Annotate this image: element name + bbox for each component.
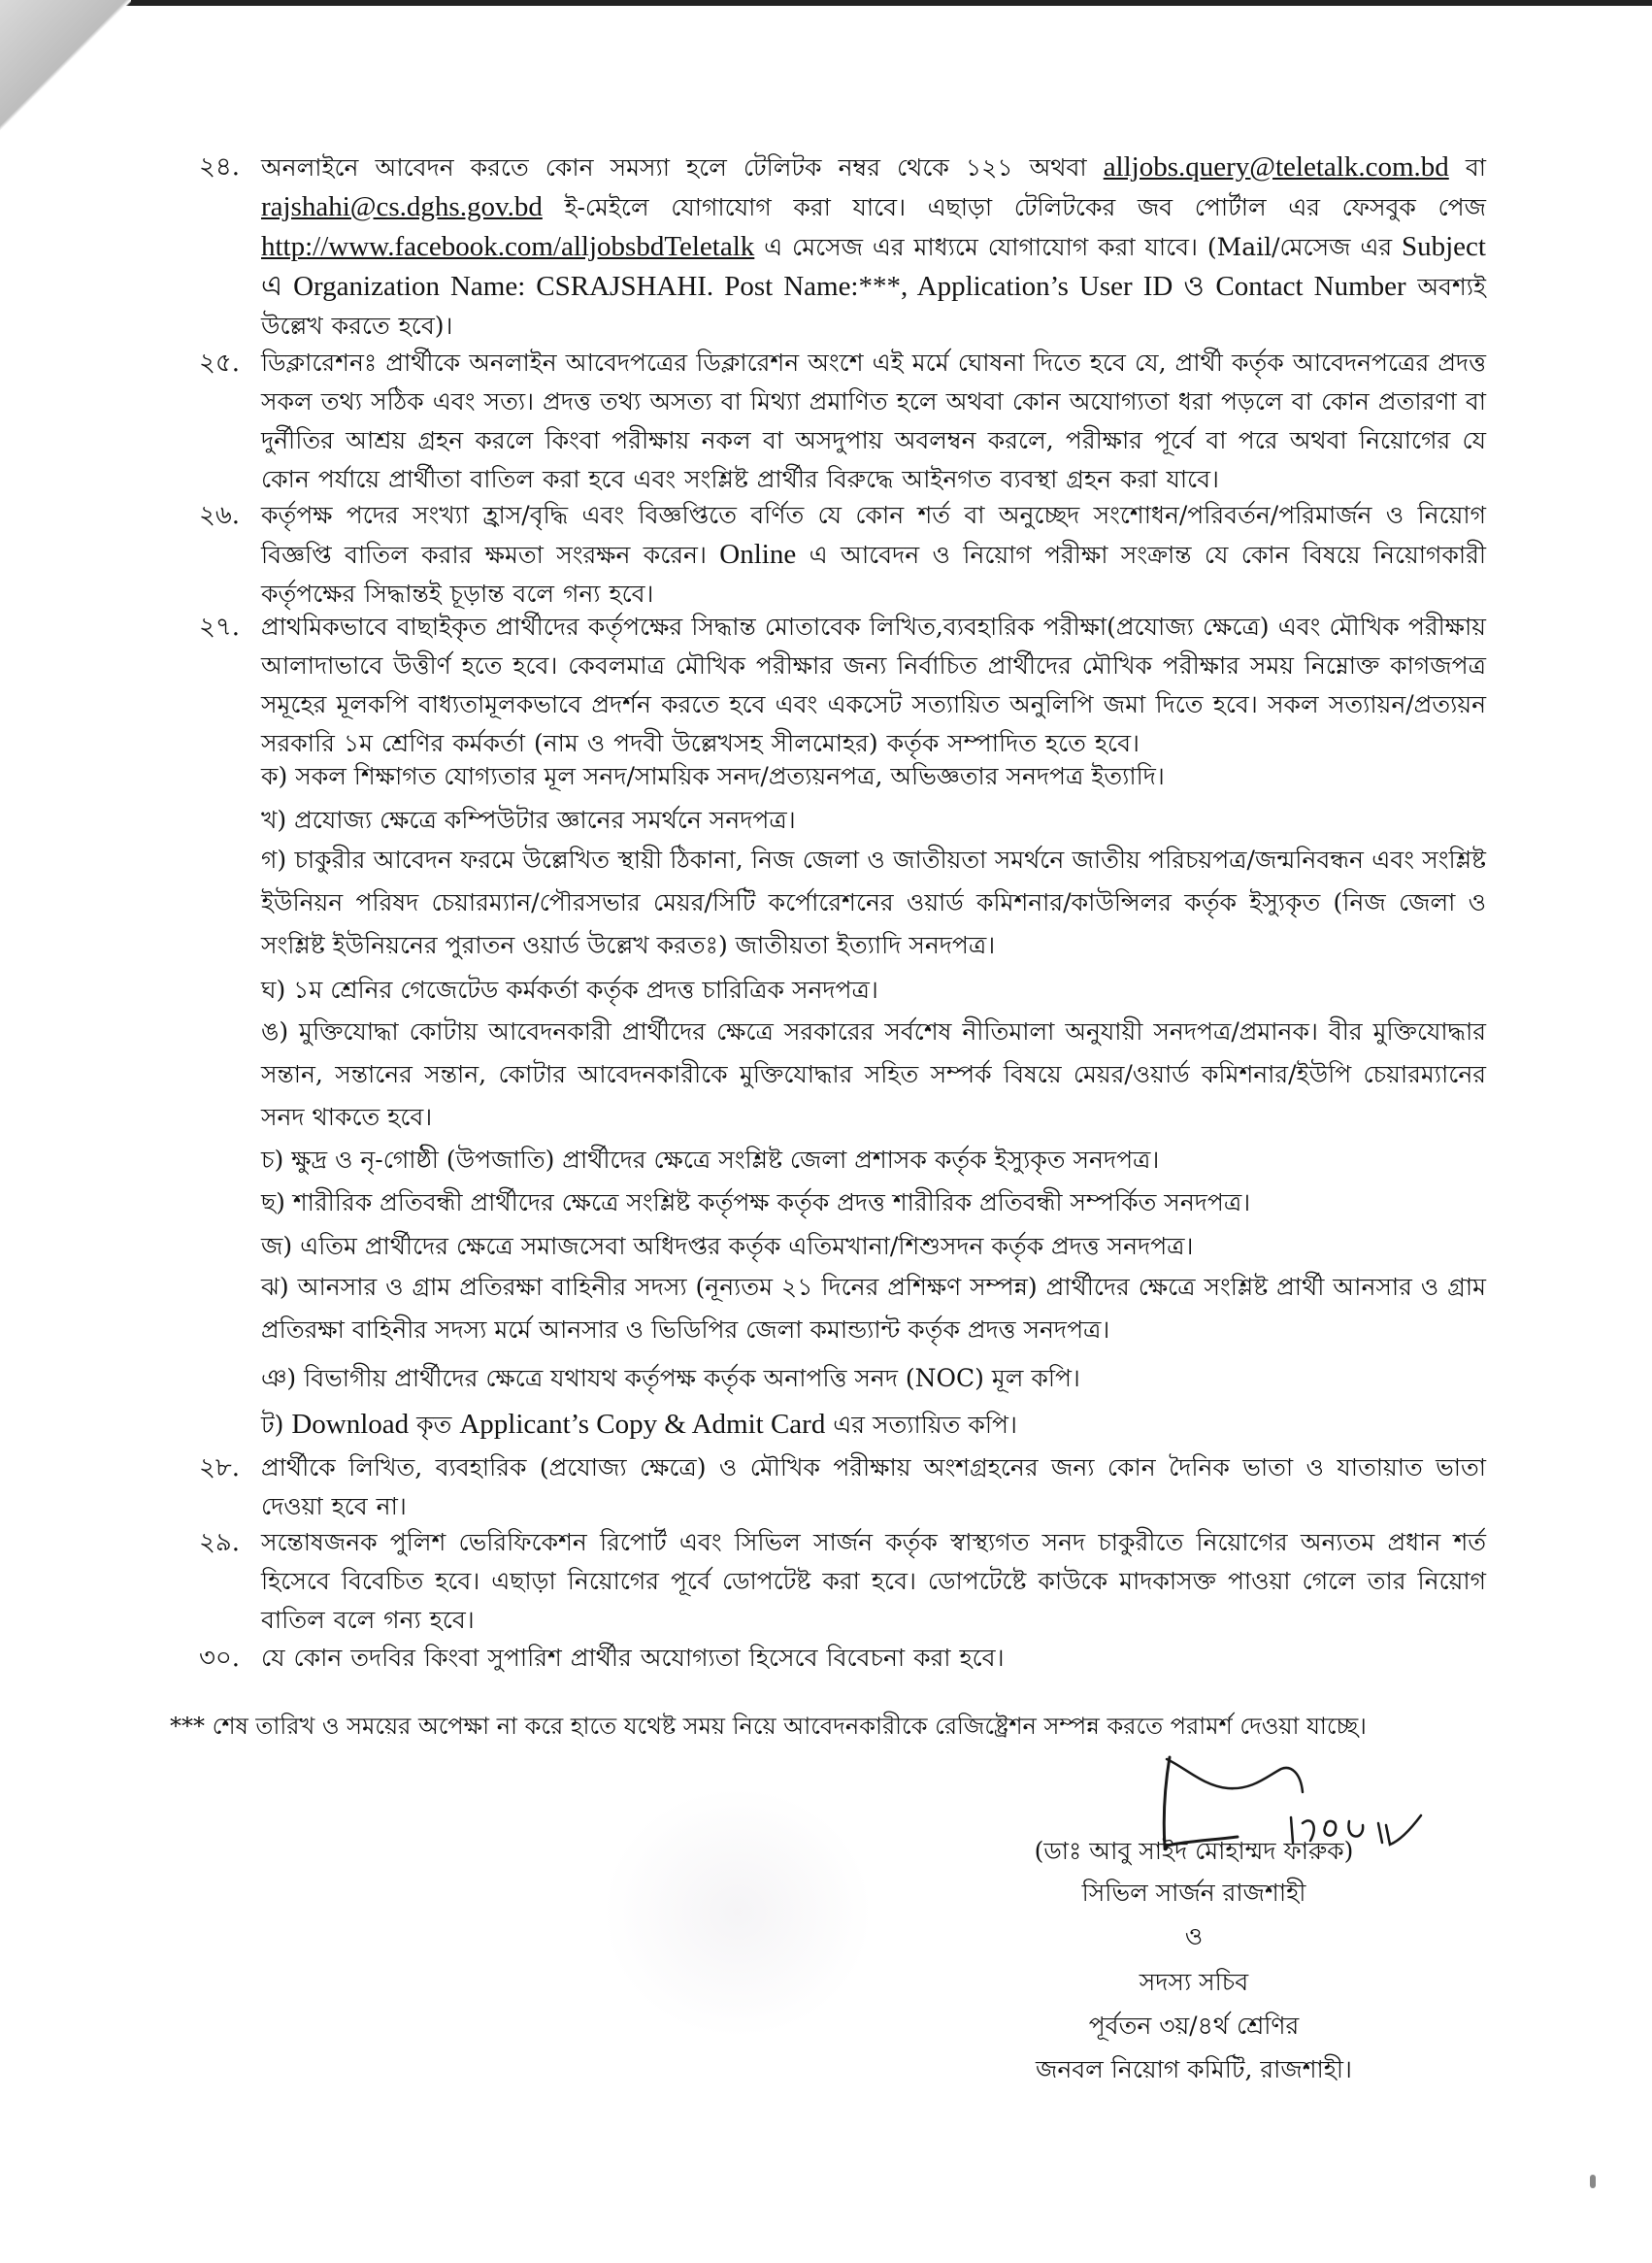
item-number: ২৮. bbox=[199, 1453, 241, 1482]
subitem-ja: জ) এতিম প্রার্থীদের ক্ষেত্রে সমাজসেবা অধিদপ্তর কর্তৃক এতিমখানা/শিশুসদন কর্তৃক প্রদত্ত সনদপত্র। bbox=[261, 1232, 1194, 1260]
item-number: ২৬. bbox=[199, 501, 241, 530]
item-number: ২৯. bbox=[199, 1528, 241, 1557]
subitem-cha: চ) ক্ষুদ্র ও নৃ-গোষ্ঠী (উপজাতি) প্রার্থীদের ক্ষেত্রে সংশ্লিষ্ট জেলা প্রশাসক কর্তৃক ইস্যুকৃত সনদপত্র। bbox=[261, 1146, 1160, 1174]
item-24 bbox=[199, 148, 1485, 347]
item-number: ৩০. bbox=[199, 1644, 241, 1673]
folded-corner bbox=[0, 0, 131, 131]
signatory-conjunction: ও bbox=[1184, 1922, 1204, 1950]
signatory-title: সিভিল সার্জন রাজশাহী bbox=[1081, 1879, 1306, 1907]
item-number: ২৪. bbox=[199, 152, 241, 182]
subitem-uma: ঙ) মুক্তিযোদ্ধা কোটায় আবেদনকারী প্রার্থীদের ক্ষেত্রে সরকারের সর্বশেষ নীতিমালা অনুযায়ী সনদপত্র/প্রমানক। বীর মুক্তিযোদ্ধার সন্তান, সন্তানের সন্তান, কোটার আবেদনকারীকে মুক্তিযোদ্ধার সহিত সম্পর্ক বিষয়ে মেয়র/ওয়ার্ড কমিশনার/ইউপি চেয়ারম্যানের সনদ থাকতে হবে। bbox=[261, 1017, 1486, 1131]
item-text: কর্তৃপক্ষ পদের সংখ্যা হ্রাস/বৃদ্ধি এবং বিজ্ঞপ্তিতে বর্ণিত যে কোন শর্ত বা অনুচ্ছেদ সংশোধন/পরিবর্তন/পরিমার্জন ও নিয়োগ বিজ্ঞপ্তি বাতিল করার ক্ষমতা সংরক্ষন করেন। Online এ আবেদন ও নিয়োগ পরীক্ষা সংক্রান্ত যে কোন বিষয়ে নিয়োগকারী কর্তৃপক্ষের সিদ্ধান্তই চূড়ান্ত বলে গন্য হবে। bbox=[261, 501, 1486, 608]
item-text: প্রাথমিকভাবে বাছাইকৃত প্রার্থীদের কর্তৃপক্ষের সিদ্ধান্ত মোতাবেক লিখিত,ব্যবহারিক পরীক্ষা(প্রযোজ্য ক্ষেত্রে) এবং মৌখিক পরীক্ষায় আলাদাভাবে উত্তীর্ণ হতে হবে। কেবলমাত্র মৌখিক পরীক্ষার জন্য নির্বাচিত প্রার্থীদের মৌখিক পরীক্ষার সময় নিম্নোক্ত কাগজপত্র সমূহের মূলকপি বাধ্যতামূলকভাবে প্রদর্শন করতে হবে এবং একসেট সত্যায়িত অনুলিপি জমা দিতে হবে। সকল সত্যায়ন/প্রত্যয়ন সরকারি ১ম শ্রেণির কর্মকর্তা (নাম ও পদবী উল্লেখসহ সীলমোহর) কর্তৃক সম্পাদিত হতে হবে। bbox=[261, 613, 1486, 757]
bleed-through-shadow bbox=[602, 1786, 874, 2039]
scan-speck bbox=[1590, 2175, 1596, 2188]
item-27 bbox=[199, 608, 1485, 763]
signatory-name: (ডাঃ আবু সাইদ মোহাম্মদ ফারুক) bbox=[1034, 1837, 1354, 1865]
item-text: ডিক্লারেশনঃ প্রার্থীকে অনলাইন আবেদপত্রের ডিক্লারেশন অংশে এই মর্মে ঘোষনা দিতে হবে যে, প্রার্থী কর্তৃক আবেদনপত্রের প্রদত্ত সকল তথ্য সঠিক এবং সত্য। প্রদত্ত তথ্য অসত্য বা মিথ্যা প্রমাণিত হলে অথবা কোন অযোগ্যতা ধরা পড়লে বা কোন প্রতারণা বা দুর্নীতির আশ্রয় গ্রহন করলে কিংবা পরীক্ষায় নকল বা অসদুপায় অবলম্বন করলে, পরীক্ষার পূর্বে বা পরে অথবা নিয়োগের যে কোন পর্যায়ে প্রার্থীতা বাতিল করা হবে এবং সংশ্লিষ্ট প্রার্থীর বিরুদ্ধে আইনগত ব্যবস্থা গ্রহন করা যাবে। bbox=[261, 349, 1486, 493]
subitem-gha: ঘ) ১ম শ্রেনির গেজেটেড কর্মকর্তা কর্তৃক প্রদত্ত চারিত্রিক সনদপত্র। bbox=[261, 976, 878, 1004]
signatory-committee-line2: জনবল নিয়োগ কমিটি, রাজশাহী। bbox=[1035, 2055, 1353, 2083]
subitem-kha: খ) প্রযোজ্য ক্ষেত্রে কম্পিউটার জ্ঞানের সমর্থনে সনদপত্র। bbox=[261, 806, 796, 834]
signatory-role: সদস্য সচিব bbox=[1139, 1968, 1249, 1996]
item-text: যে কোন তদবির কিংবা সুপারিশ প্রার্থীর অযোগ্যতা হিসেবে বিবেচনা করা হবে। bbox=[261, 1644, 1005, 1672]
subitem-jha: ঝ) আনসার ও গ্রাম প্রতিরক্ষা বাহিনীর সদস্য (নূন্যতম ২১ দিনের প্রশিক্ষণ সম্পন্ন) প্রার্থীদের ক্ষেত্রে সংশ্লিষ্ট প্রার্থী আনসার ও গ্রাম প্রতিরক্ষা বাহিনীর সদস্য মর্মে আনসার ও ভিডিপির জেলা কমান্ড্যান্ট কর্তৃক প্রদত্ত সনদপত্র। bbox=[261, 1273, 1486, 1344]
item-29 bbox=[199, 1523, 1485, 1642]
footnote: *** শেষ তারিখ ও সময়ের অপেক্ষা না করে হাতে যথেষ্ট সময় নিয়ে আবেদনকারীকে রেজিষ্ট্রেশন সম্পন্ন করতে পরামর্শ দেওয়া যাচ্ছে। bbox=[170, 1713, 1367, 1740]
item-25 bbox=[199, 344, 1485, 499]
email-link-rajshahi[interactable]: rajshahi@cs.dghs.gov.bd bbox=[261, 191, 543, 222]
subitem-ka: ক) সকল শিক্ষাগত যোগ্যতার মূল সনদ/সাময়িক সনদ/প্রত্যয়নপত্র, অভিজ্ঞতার সনদপত্র ইত্যাদি। bbox=[261, 762, 1165, 790]
subitem-ta: ট) Download কৃত Applicant’s Copy & Admit Card এর সত্যায়িত কপি। bbox=[261, 1409, 1017, 1440]
subitem-ga: গ) চাকুরীর আবেদন ফরমে উল্লেখিত স্থায়ী ঠিকানা, নিজ জেলা ও জাতীয়তা সমর্থনে জাতীয় পরিচয়পত্র/জন্মনিবন্ধন এবং সংশ্লিষ্ট ইউনিয়ন পরিষদ চেয়ারম্যান/পৌরসভার মেয়র/সিটি কর্পোরেশনের ওয়ার্ড কমিশনার/কাউন্সিলর কর্তৃক ইস্যুকৃত (নিজ জেলা ও সংশ্লিষ্ট ইউনিয়নের পুরাতন ওয়ার্ড উল্লেখ করতঃ) জাতীয়তা ইত্যাদি সনদপত্র। bbox=[261, 846, 1486, 959]
subitem-chha: ছ) শারীরিক প্রতিবন্ধী প্রার্থীদের ক্ষেত্রে সংশ্লিষ্ট কর্তৃপক্ষ কর্তৃক প্রদত্ত শারীরিক প্রতিবন্ধী সম্পর্কিত সনদপত্র। bbox=[261, 1188, 1251, 1216]
item-28 bbox=[199, 1448, 1485, 1528]
item-number: ২৭. bbox=[199, 613, 241, 642]
facebook-link[interactable]: http://www.facebook.com/alljobsbdTeletalk bbox=[261, 231, 755, 262]
item-number: ২৫. bbox=[199, 349, 241, 378]
signatory-committee-line1: পূর্বতন ৩য়/৪র্থ শ্রেণির bbox=[1088, 2012, 1300, 2040]
email-link-alljobs[interactable]: alljobs.query@teletalk.com.bd bbox=[1103, 151, 1449, 183]
item-30 bbox=[199, 1639, 1485, 1680]
subitem-nya: ঞ) বিভাগীয় প্রার্থীদের ক্ষেত্রে যথাযথ কর্তৃপক্ষ কর্তৃক অনাপত্তি সনদ (NOC) মূল কপি। bbox=[261, 1364, 1080, 1392]
item-text: সন্তোষজনক পুলিশ ভেরিফিকেশন রিপোর্ট এবং সিভিল সার্জন কর্তৃক স্বাস্থ্যগত সনদ চাকুরীতে নিয়োগের অন্যতম প্রধান শর্ত হিসেবে বিবেচিত হবে। এছাড়া নিয়োগের পূর্বে ডোপটেষ্ট করা হবে। ডোপটেষ্টে কাউকে মাদকাসক্ত পাওয়া গেলে তার নিয়োগ বাতিল বলে গন্য হবে। bbox=[261, 1528, 1486, 1634]
item-26 bbox=[199, 496, 1485, 613]
item-text: প্রার্থীকে লিখিত, ব্যবহারিক (প্রযোজ্য ক্ষেত্রে) ও মৌখিক পরীক্ষায় অংশগ্রহনের জন্য কোন দৈনিক ভাতা ও যাতায়াত ভাতা দেওয়া হবে না। bbox=[261, 1453, 1486, 1520]
scan-top-edge bbox=[0, 0, 1652, 6]
item-text: অনলাইনে আবেদন করতে কোন সমস্যা হলে টেলিটক নম্বর থেকে ১২১ অথবা alljobs.query@teletalk.com.bd বা rajshahi@cs.dghs.gov.bd ই-মেইলে যোগাযোগ করা যাবে। এছাড়া টেলিটকের জব পোর্টাল এর ফেসবুক পেজ http://www.facebook.com/alljobsbdTeletalk এ মেসেজ এর মাধ্যমে যোগাযোগ করা যাবে। (Mail/মেসেজ এর Subject এ Organization Name: CSRAJSHAHI. Post Name:***, Application’s User ID ও Contact Number অবশ্যই উল্লেখ করতে হবে)। bbox=[261, 151, 1486, 340]
